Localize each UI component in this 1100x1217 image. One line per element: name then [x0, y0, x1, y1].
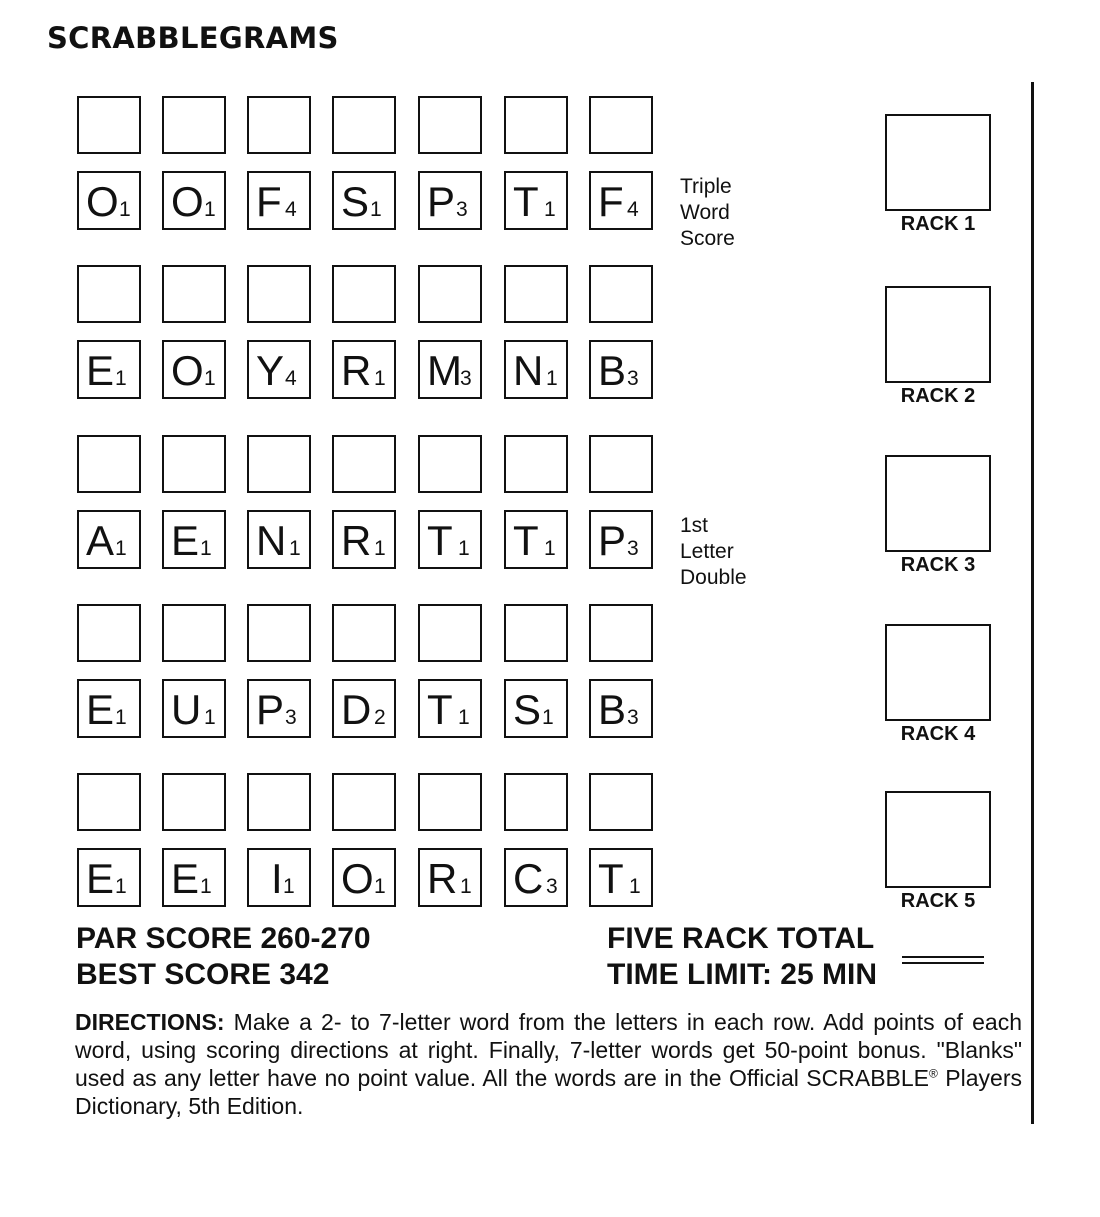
tile-points: 1: [542, 706, 554, 729]
tile-letter: E: [171, 517, 200, 564]
tile-points: 1: [544, 537, 556, 560]
scoring-note: [680, 174, 735, 252]
tile-points: 1: [544, 198, 556, 221]
letter-tile: [418, 510, 482, 569]
letter-tile: [332, 340, 396, 399]
letter-tile: [332, 679, 396, 738]
letter-tile: [247, 340, 311, 399]
tile-letter: T: [427, 517, 453, 564]
tile-points: 1: [283, 875, 295, 898]
tile-points: 3: [627, 706, 639, 729]
scoring-note-line: Triple: [680, 175, 732, 198]
answer-box[interactable]: [77, 265, 141, 323]
tile-points: 1: [115, 367, 127, 390]
answer-box[interactable]: [247, 773, 311, 831]
letter-tile: [162, 679, 226, 738]
answer-box[interactable]: [589, 773, 653, 831]
registered-mark: ®: [929, 1066, 938, 1081]
answer-box[interactable]: [504, 773, 568, 831]
rack-score-box[interactable]: [885, 791, 991, 888]
answer-box[interactable]: [247, 435, 311, 493]
answer-box[interactable]: [332, 435, 396, 493]
letter-tile: [247, 171, 311, 230]
rack-score-line: [885, 381, 991, 383]
total-answer-line-underline: [902, 962, 984, 964]
rack-score-box[interactable]: [885, 624, 991, 721]
scoring-note-line: Word Score: [680, 201, 735, 250]
rack-score-box[interactable]: [885, 455, 991, 552]
par-score: PAR SCORE 260-270: [76, 922, 371, 955]
tile-letter: P: [427, 178, 456, 225]
tile-points: 1: [374, 537, 386, 560]
tile-points: 4: [285, 367, 297, 390]
tile-points: 1: [546, 367, 558, 390]
five-rack-total-label: FIVE RACK TOTAL: [607, 922, 875, 955]
letter-tile: [77, 848, 141, 907]
tile-points: 1: [204, 198, 216, 221]
answer-box[interactable]: [247, 265, 311, 323]
letter-tile: [162, 340, 226, 399]
answer-box[interactable]: [418, 435, 482, 493]
tile-letter: O: [171, 178, 204, 225]
answer-box[interactable]: [162, 773, 226, 831]
answer-box[interactable]: [504, 604, 568, 662]
tile-points: 1: [629, 875, 641, 898]
letter-tile: [247, 848, 311, 907]
tile-letter: E: [86, 686, 115, 733]
answer-box[interactable]: [504, 265, 568, 323]
tile-points: 3: [285, 706, 297, 729]
tile-points: 2: [374, 706, 386, 729]
answer-box[interactable]: [77, 96, 141, 154]
tile-letter: T: [513, 517, 539, 564]
rack-label: RACK 4: [900, 723, 976, 745]
answer-box[interactable]: [77, 435, 141, 493]
letter-tile: [504, 679, 568, 738]
answer-box[interactable]: [589, 604, 653, 662]
total-answer-line[interactable]: [902, 956, 984, 958]
letter-tile: [77, 510, 141, 569]
time-limit: TIME LIMIT: 25 MIN: [607, 958, 877, 991]
tile-points: 1: [374, 875, 386, 898]
tile-letter: N: [513, 347, 544, 394]
tile-points: 3: [627, 537, 639, 560]
answer-box[interactable]: [418, 604, 482, 662]
letter-tile: [332, 510, 396, 569]
rack-label: RACK 1: [900, 213, 976, 235]
answer-box[interactable]: [162, 96, 226, 154]
letter-tile: [162, 848, 226, 907]
tile-letter: O: [171, 347, 204, 394]
tile-points: 3: [627, 367, 639, 390]
tile-points: 1: [204, 367, 216, 390]
tile-points: 1: [115, 706, 127, 729]
tile-letter: R: [341, 517, 372, 564]
letter-tile: [589, 510, 653, 569]
tile-points: 1: [458, 537, 470, 560]
rack-score-line: [885, 886, 991, 888]
letter-tile: [162, 510, 226, 569]
tile-letter: E: [86, 347, 115, 394]
tile-letter: O: [341, 855, 374, 902]
letter-tile: [77, 340, 141, 399]
answer-box[interactable]: [77, 773, 141, 831]
answer-box[interactable]: [589, 265, 653, 323]
letter-tile: [589, 171, 653, 230]
letter-tile: [418, 340, 482, 399]
answer-box[interactable]: [247, 604, 311, 662]
answer-box[interactable]: [418, 773, 482, 831]
tile-letter: O: [86, 178, 119, 225]
rack-score-line: [885, 550, 991, 552]
answer-box[interactable]: [418, 265, 482, 323]
tile-points: 4: [285, 198, 297, 221]
scoring-note-line: 1st Letter: [680, 514, 734, 563]
answer-box[interactable]: [77, 604, 141, 662]
tile-letter: I: [271, 855, 283, 902]
tile-points: 1: [200, 537, 212, 560]
letter-tile: [247, 510, 311, 569]
tile-letter: M: [427, 347, 462, 394]
answer-box[interactable]: [504, 435, 568, 493]
letter-tile: [504, 848, 568, 907]
rack-label: RACK 3: [900, 554, 976, 576]
tile-letter: E: [86, 855, 115, 902]
tile-points: 3: [460, 367, 472, 390]
tile-points: 4: [627, 198, 639, 221]
answer-box[interactable]: [162, 435, 226, 493]
answer-box[interactable]: [332, 773, 396, 831]
answer-box[interactable]: [504, 96, 568, 154]
directions-label: DIRECTIONS:: [75, 1009, 225, 1035]
answer-box[interactable]: [332, 265, 396, 323]
letter-tile: [418, 679, 482, 738]
tile-letter: A: [86, 517, 115, 564]
best-score: BEST SCORE 342: [76, 958, 330, 991]
letter-tile: [162, 171, 226, 230]
letter-tile: [247, 679, 311, 738]
tile-points: 1: [115, 537, 127, 560]
tile-points: 1: [374, 367, 386, 390]
letter-tile: [504, 510, 568, 569]
letter-tile: [589, 848, 653, 907]
tile-letter: F: [598, 178, 624, 225]
rack-score-line: [885, 719, 991, 721]
answer-box[interactable]: [247, 96, 311, 154]
tile-points: 1: [119, 198, 131, 221]
scoring-note-line: Double: [680, 566, 747, 589]
column-divider: [1031, 82, 1034, 1124]
rack-score-box[interactable]: [885, 286, 991, 383]
answer-box[interactable]: [162, 265, 226, 323]
tile-letter: F: [256, 178, 282, 225]
tile-letter: Y: [256, 347, 285, 394]
tile-points: 3: [456, 198, 468, 221]
letter-tile: [77, 679, 141, 738]
tile-points: 3: [546, 875, 558, 898]
tile-letter: S: [341, 178, 370, 225]
letter-tile: [589, 340, 653, 399]
tile-points: 1: [458, 706, 470, 729]
rack-label: RACK 2: [900, 385, 976, 407]
answer-box[interactable]: [418, 96, 482, 154]
tile-letter: T: [598, 855, 624, 902]
tile-letter: P: [256, 686, 285, 733]
scoring-note: [680, 513, 747, 591]
tile-letter: R: [341, 347, 372, 394]
rack-score-line: [885, 209, 991, 211]
tile-letter: B: [598, 686, 627, 733]
tile-letter: T: [427, 686, 453, 733]
directions-text: Make a 2- to 7-letter word from the letters in each row. Add points of each word, using scoring directions at right. Finally, 7-letter words get 50-point bonus. "Blanks" used as any letter have no point value. All the words are in the Official SCRABBLE: [75, 1009, 1022, 1091]
answer-box[interactable]: [332, 96, 396, 154]
tile-letter: N: [256, 517, 287, 564]
directions: [75, 1008, 1022, 1120]
letter-tile: [418, 848, 482, 907]
letter-tile: [418, 171, 482, 230]
tile-points: 1: [204, 706, 216, 729]
directions-text-end: Players Dictionary, 5th Edition.: [75, 1065, 1022, 1119]
letter-tile: [332, 171, 396, 230]
tile-points: 1: [115, 875, 127, 898]
tile-letter: B: [598, 347, 627, 394]
answer-box[interactable]: [332, 604, 396, 662]
answer-box[interactable]: [589, 96, 653, 154]
tile-points: 1: [370, 198, 382, 221]
answer-box[interactable]: [589, 435, 653, 493]
tile-letter: D: [341, 686, 372, 733]
tile-letter: S: [513, 686, 542, 733]
rack-label: RACK 5: [900, 890, 976, 912]
tile-letter: E: [171, 855, 200, 902]
tile-points: 1: [200, 875, 212, 898]
tile-letter: P: [598, 517, 627, 564]
letter-tile: [504, 171, 568, 230]
letter-tile: [504, 340, 568, 399]
letter-tile: [589, 679, 653, 738]
tile-letter: T: [513, 178, 539, 225]
rack-score-box[interactable]: [885, 114, 991, 211]
tile-letter: R: [427, 855, 458, 902]
tile-letter: C: [513, 855, 544, 902]
tile-letter: U: [171, 686, 202, 733]
letter-tile: [332, 848, 396, 907]
letter-tile: [77, 171, 141, 230]
answer-box[interactable]: [162, 604, 226, 662]
tile-points: 1: [460, 875, 472, 898]
puzzle-title: SCRABBLEGRAMS: [47, 21, 339, 55]
tile-points: 1: [289, 537, 301, 560]
